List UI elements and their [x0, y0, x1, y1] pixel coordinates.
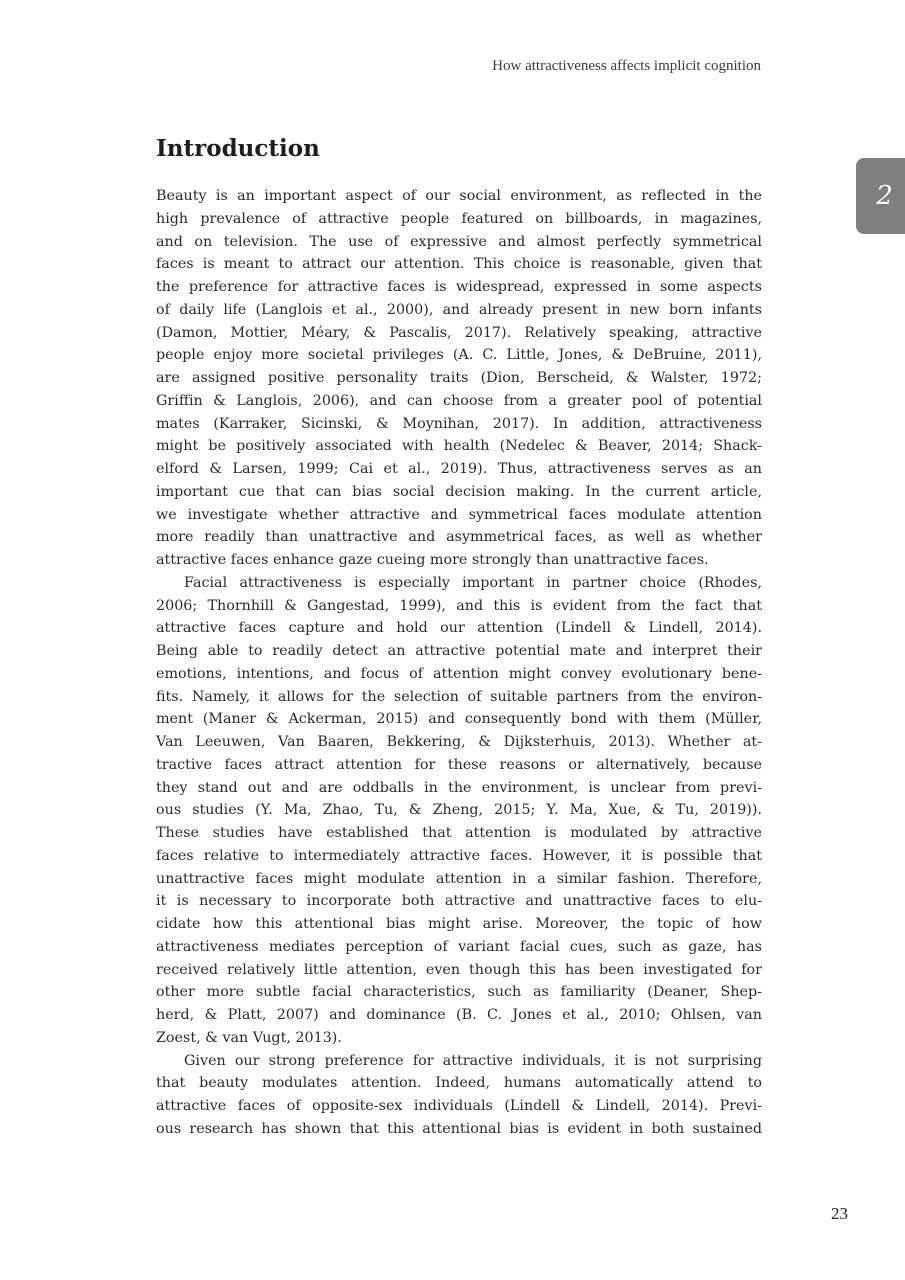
text-line: ous research has shown that this attentional bias is evident in both sustained [156, 1120, 762, 1137]
text-line: important cue that can bias social decision making. In the current article, [156, 483, 762, 500]
text-line: elford & Larsen, 1999; Cai et al., 2019). Thus, attractiveness serves as an [156, 461, 762, 477]
text-line: Zoest, & van Vugt, 2013). [156, 1029, 342, 1046]
text-line: (Damon, Mottier, Méary, & Pascalis, 2017). Relatively speaking, attractive [156, 324, 762, 341]
text-line: it is necessary to incorporate both attractive and unattractive faces to elu- [156, 893, 762, 910]
text-line: Van Leeuwen, Van Baaren, Bekkering, & Dijksterhuis, 2013). Whether at- [156, 734, 762, 750]
text-line: people enjoy more societal privileges (A. C. Little, Jones, & DeBruine, 2011), [156, 347, 762, 364]
chapter-number: 2 [876, 181, 893, 211]
text-line: faces relative to intermediately attractive faces. However, it is possible that [156, 847, 762, 864]
paragraph [156, 572, 762, 1050]
text-line: Being able to readily detect an attractive potential mate and interpret their [156, 643, 762, 659]
chapter-tab [856, 158, 905, 234]
text-line: herd, & Platt, 2007) and dominance (B. C. Jones et al., 2010; Ohlsen, van [156, 1007, 762, 1023]
text-line: high prevalence of attractive people featured on billboards, in magazines, [156, 210, 762, 227]
running-header: How attractiveness affects implicit cognition [492, 58, 761, 74]
text-line: Beauty is an important aspect of our social environment, as reflected in the [156, 188, 762, 204]
text-line: and on television. The use of expressive and almost perfectly symmetrical [156, 233, 762, 250]
text-line: are assigned positive personality traits (Dion, Berscheid, & Walster, 1972; [156, 370, 762, 386]
text-line: they stand out and are oddballs in the environment, is unclear from previ- [156, 779, 762, 796]
body-text [156, 185, 762, 1141]
text-line: Griffin & Langlois, 2006), and can choose from a greater pool of potential [156, 392, 762, 409]
text-line: ous studies (Y. Ma, Zhao, Tu, & Zheng, 2015; Y. Ma, Xue, & Tu, 2019)). [156, 802, 762, 819]
text-line: received relatively little attention, even though this has been investigated for [156, 961, 762, 978]
text-line: that beauty modulates attention. Indeed, humans automatically attend to [156, 1075, 762, 1092]
text-line: more readily than unattractive and asymmetrical faces, as well as whether [156, 529, 762, 546]
text-line: attractive faces enhance gaze cueing more strongly than unattractive faces. [156, 552, 709, 568]
text-line: emotions, intentions, and focus of attention might convey evolutionary bene- [156, 665, 762, 682]
text-line: Facial attractiveness is especially important in partner choice (Rhodes, [184, 574, 762, 591]
paragraph [156, 1050, 762, 1141]
text-line: the preference for attractive faces is widespread, expressed in some aspects [156, 279, 762, 295]
text-line: unattractive faces might modulate attention in a similar fashion. Therefore, [156, 870, 762, 887]
page-number: 23 [831, 1204, 848, 1223]
text-line: fits. Namely, it allows for the selection of suitable partners from the environ- [156, 688, 762, 705]
text-line: attractive faces capture and hold our attention (Lindell & Lindell, 2014). [156, 620, 762, 637]
text-line: attractiveness mediates perception of variant facial cues, such as gaze, has [156, 938, 762, 955]
text-line: of daily life (Langlois et al., 2000), and already present in new born infants [156, 301, 762, 318]
text-line: mates (Karraker, Sicinski, & Moynihan, 2017). In addition, attractiveness [156, 415, 762, 432]
section-title: Introduction [156, 135, 320, 162]
text-line: ment (Maner & Ackerman, 2015) and consequently bond with them (Müller, [156, 711, 762, 728]
text-line: attractive faces of opposite-sex individuals (Lindell & Lindell, 2014). Previ- [156, 1098, 762, 1114]
text-line: These studies have established that attention is modulated by attractive [156, 825, 762, 841]
text-line: 2006; Thornhill & Gangestad, 1999), and this is evident from the fact that [156, 597, 762, 614]
paragraph [156, 185, 762, 572]
text-line: tractive faces attract attention for these reasons or alternatively, because [156, 756, 762, 773]
text-line: we investigate whether attractive and symmetrical faces modulate attention [156, 506, 762, 523]
text-line: might be positively associated with health (Nedelec & Beaver, 2014; Shack- [156, 438, 762, 455]
text-line: cidate how this attentional bias might arise. Moreover, the topic of how [156, 916, 762, 932]
text-line: Given our strong preference for attractive individuals, it is not surprising [184, 1052, 762, 1069]
text-line: faces is meant to attract our attention. This choice is reasonable, given that [156, 256, 762, 273]
text-line: other more subtle facial characteristics, such as familiarity (Deaner, Shep- [156, 984, 762, 1001]
